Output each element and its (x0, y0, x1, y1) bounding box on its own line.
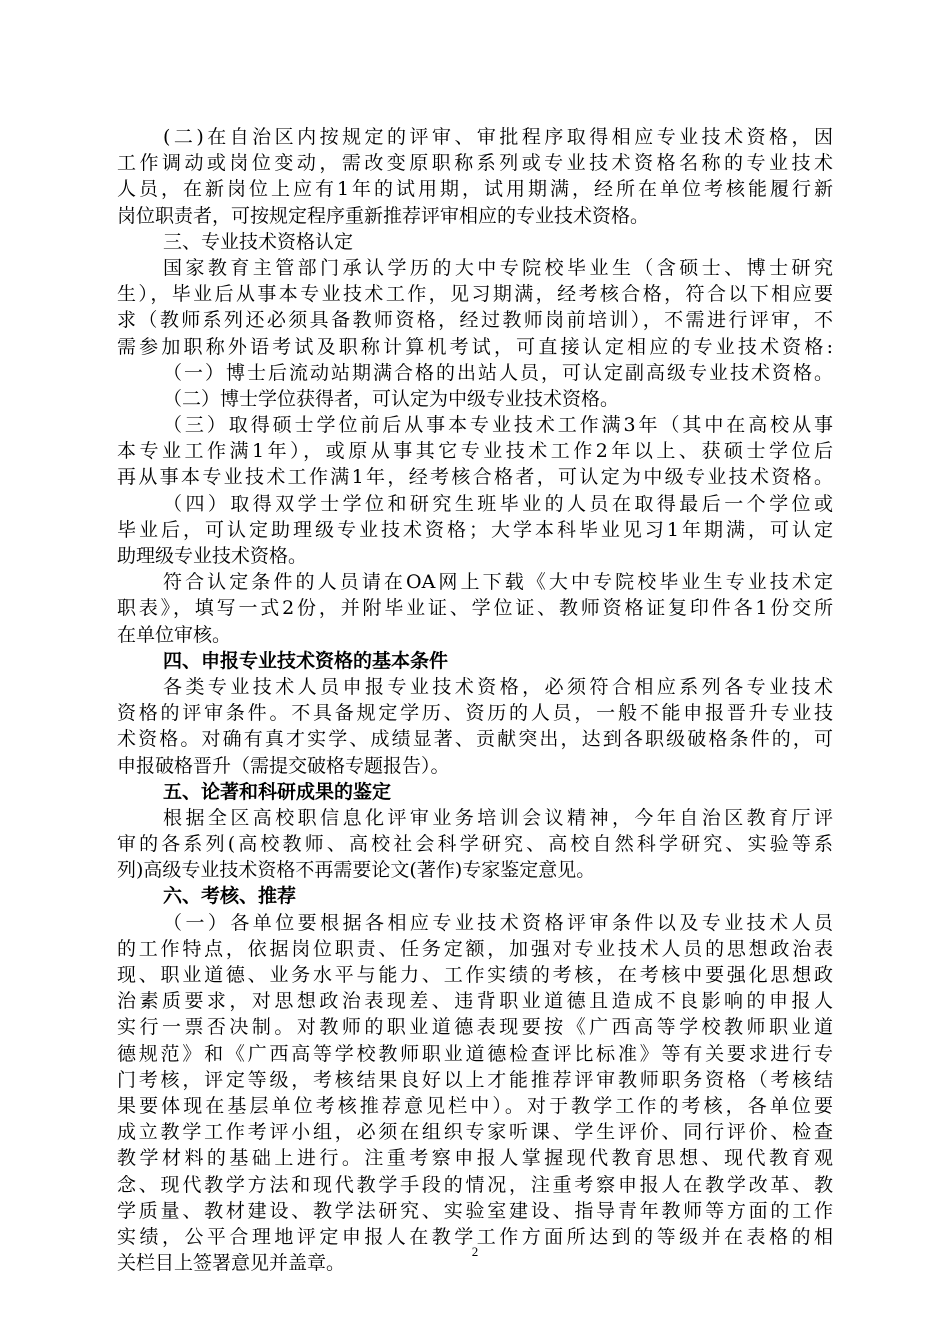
text-line: 治素质要求，对思想政治表现差、违背职业道德且造成不良影响的申报人 (117, 990, 833, 1013)
text-line: 工作调动或岗位变动，需改变原职称系列或专业技术资格名称的专业技术 (117, 152, 833, 175)
text-line: 符合认定条件的人员请在OA网上下载《大中专院校毕业生专业技术定 (163, 571, 833, 594)
text-line: 助理级专业技术资格。 (117, 545, 308, 567)
text-line: （三）取得硕士学位前后从事本专业技术工作满3年（其中在高校从事 (163, 414, 833, 437)
text-line: 学质量、教材建设、教学法研究、实验室建设、指导青年教师等方面的工作 (117, 1199, 833, 1222)
text-line: 本专业工作满1年），或原从事其它专业技术工作2年以上、获硕士学位后 (117, 440, 833, 463)
text-line: 列)高级专业技术资格不再需要论文(著作)专家鉴定意见。 (117, 859, 596, 882)
text-line: 生），毕业后从事本专业技术工作，见习期满，经考核合格，符合以下相应要 (117, 283, 833, 306)
text-line: （四）取得双学士学位和研究生班毕业的人员在取得最后一个学位或 (163, 492, 833, 515)
text-line: 毕业后，可认定助理级专业技术资格；大学本科毕业见习1年期满，可认定 (117, 518, 833, 541)
text-line: 岗位职责者，可按规定程序重新推荐评审相应的专业技术资格。 (117, 204, 650, 227)
text-line: 职表》，填写一式2份，并附毕业证、学位证、教师资格证复印件各1份交所 (117, 597, 833, 620)
text-line: （二）博士学位获得者，可认定为中级专业技术资格。 (163, 387, 620, 410)
section-heading: 五、论著和科研成果的鉴定 (163, 780, 392, 803)
text-line: 需参加职称外语考试及职称计算机考试，可直接认定相应的专业技术资格: (117, 335, 833, 358)
text-line: 国家教育主管部门承认学历的大中专院校毕业生（含硕士、博士研究 (163, 256, 833, 279)
text-line: 的工作特点，依据岗位职责、任务定额，加强对专业技术人员的思想政治表 (117, 937, 833, 960)
text-line: 关栏目上签署意见并盖章。 (117, 1252, 346, 1275)
text-line: 审的各系列(高校教师、高校社会科学研究、高校自然科学研究、实验等系 (117, 833, 833, 856)
text-line: 成立教学工作考评小组，必须在组织专家听课、学生评价、同行评价、检查 (117, 1121, 833, 1144)
text-line: 申报破格晋升（需提交破格专题报告）。 (117, 754, 450, 777)
text-line: (二)在自治区内按规定的评审、审批程序取得相应专业技术资格，因 (163, 126, 833, 148)
text-line: 教学材料的基础上进行。注重考察申报人掌握现代教育思想、现代教育观 (117, 1147, 833, 1170)
text-line: 现、职业道德、业务水平与能力、工作实绩的考核，在考核中要强化思想政 (117, 964, 833, 986)
section-heading: 三、专业技术资格认定 (163, 230, 354, 253)
section-heading: 六、考核、推荐 (163, 885, 297, 908)
text-line: 人员，在新岗位上应有1年的试用期，试用期满，经所在单位考核能履行新 (117, 178, 833, 201)
text-line: 术资格。对确有真才实学、成绩显著、贡献突出，达到各职级破格条件的，可 (117, 728, 833, 751)
text-line: （一）博士后流动站期满合格的出站人员，可认定副高级专业技术资格。 (163, 361, 833, 384)
text-line: 果要体现在基层单位考核推荐意见栏中）。对于教学工作的考核，各单位要 (117, 1094, 833, 1117)
text-line: 求（教师系列还必须具备教师资格，经过教师岗前培训），不需进行评审，不 (117, 309, 833, 332)
page-number: 2 (471, 1244, 479, 1259)
document-body (117, 124, 833, 1276)
text-line: 各类专业技术人员申报专业技术资格，必须符合相应系列各专业技术 (163, 675, 833, 698)
text-line: 实绩，公平合理地评定申报人在教学工作方面所达到的等级并在表格的相 (117, 1225, 833, 1248)
text-line: 念、现代教学方法和现代教学手段的情况，注重考察申报人在教学改革、教 (117, 1173, 833, 1196)
text-line: 资格的评审条件。不具备规定学历、资历的人员，一般不能申报晋升专业技 (117, 702, 833, 725)
text-line: 门考核，评定等级，考核结果良好以上才能推荐评审教师职务资格（考核结 (117, 1068, 833, 1091)
text-line: 根据全区高校职信息化评审业务培训会议精神，今年自治区教育厅评 (163, 806, 833, 829)
text-line: 在单位审核。 (117, 623, 232, 646)
text-line: （一）各单位要根据各相应专业技术资格评审条件以及专业技术人员 (163, 911, 833, 934)
text-line: 实行一票否决制。对教师的职业道德表现要按《广西高等学校教师职业道 (117, 1016, 833, 1039)
text-line: 德规范》和《广西高等学校教师职业道德检查评比标准》等有关要求进行专 (117, 1042, 833, 1065)
text-line: 再从事本专业技术工作满1年，经考核合格者，可认定为中级专业技术资格。 (117, 466, 833, 489)
section-heading: 四、申报专业技术资格的基本条件 (163, 649, 449, 672)
